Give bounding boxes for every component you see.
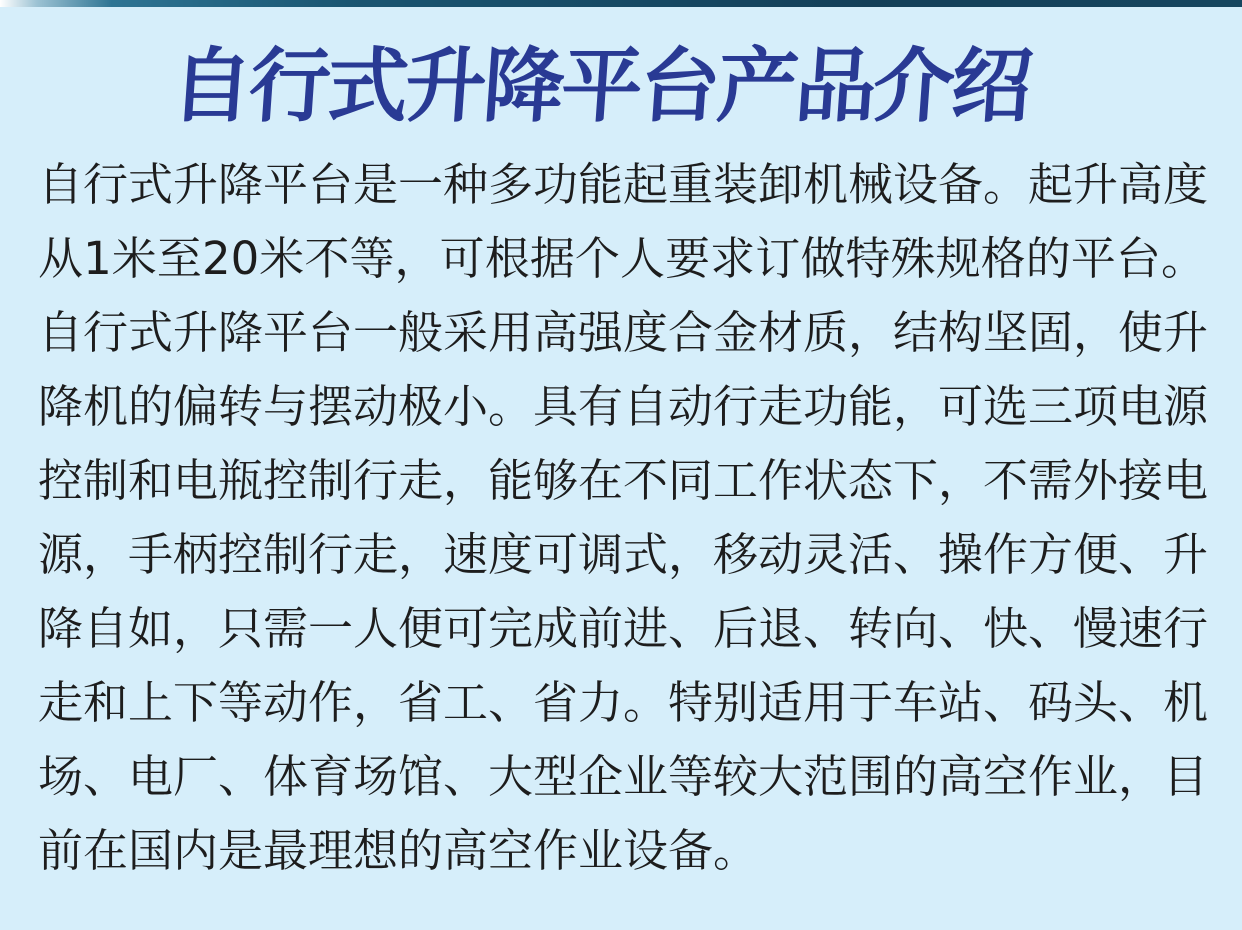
body-text-line: 降机的偏转与摆动极小。具有自动行走功能，可选三项电源 <box>38 380 1209 434</box>
page-title: 自行式升降平台产品介绍 <box>168 40 1033 134</box>
top-accent-bar <box>0 0 1242 7</box>
body-text-line: 控制和电瓶控制行走，能够在不同工作状态下，不需外接电 <box>38 454 1209 508</box>
product-description <box>38 148 1209 888</box>
body-text-line: 降自如，只需一人便可完成前进、后退、转向、快、慢速行 <box>38 602 1209 656</box>
body-text-line: 源，手柄控制行走，速度可调式，移动灵活、操作方便、升 <box>38 528 1209 582</box>
body-text-line: 场、电厂、体育场馆、大型企业等较大范围的高空作业，目 <box>38 750 1209 804</box>
body-text-line: 走和上下等动作，省工、省力。特别适用于车站、码头、机 <box>38 676 1209 730</box>
body-text-line: 前在国内是最理想的高空作业设备。 <box>38 824 759 878</box>
body-text-line: 自行式升降平台是一种多功能起重装卸机械设备。起升高度 <box>38 158 1209 212</box>
body-text-line: 自行式升降平台一般采用高强度合金材质，结构坚固，使升 <box>38 306 1209 360</box>
body-text-line: 从1米至20米不等，可根据个人要求订做特殊规格的平台。 <box>38 232 1206 286</box>
